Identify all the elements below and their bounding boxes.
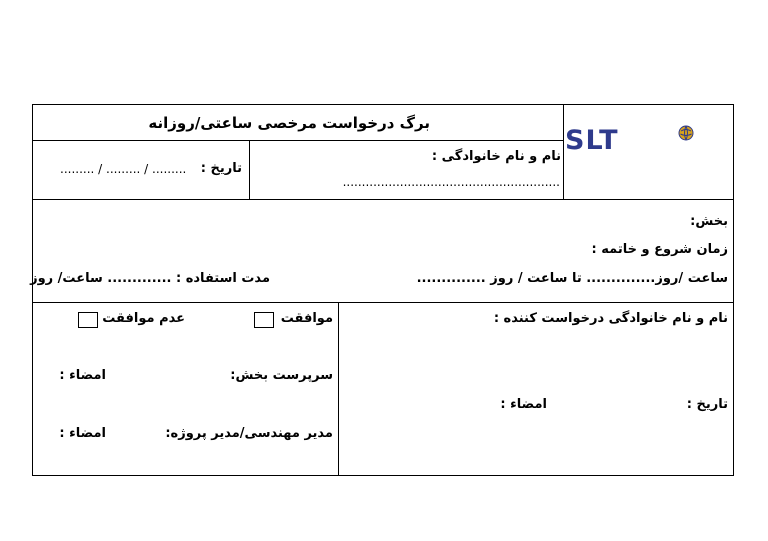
reject-label: عدم موافقت [102, 311, 185, 326]
supervisor-sign-label: امضاء : [59, 368, 106, 383]
requester-name-label: نام و نام خانوادگی درخواست کننده : [493, 311, 728, 326]
duration-field[interactable]: مدت استفاده : ............. ساعت/ روز [30, 271, 270, 286]
requester-sign-label: امضاء : [500, 397, 547, 412]
reject-checkbox[interactable] [78, 312, 98, 328]
header-bottom-line [32, 199, 734, 200]
approval-divider [338, 302, 339, 476]
header-logo-divider [563, 104, 564, 200]
form-title: برگ درخواست مرخصی ساعتی/روزانه [148, 114, 430, 132]
manager-sign-label: امضاء : [59, 426, 106, 441]
company-logo [565, 123, 675, 163]
details-bottom-line [32, 302, 734, 303]
date-placeholder[interactable]: ......... / ......... / ......... [60, 162, 187, 176]
logo-text: SLT [565, 125, 619, 156]
title-underline [32, 140, 563, 141]
supervisor-label: سرپرست بخش: [230, 368, 333, 383]
date-label: تاریخ : [200, 161, 242, 176]
globe-icon [678, 125, 694, 141]
approve-checkbox[interactable] [254, 312, 274, 328]
date-divider [249, 140, 250, 200]
name-line[interactable]: ......................................................... [342, 175, 560, 189]
time-range[interactable]: ساعت /روز.............. تا ساعت / روز .............. [416, 271, 728, 286]
manager-label: مدیر مهندسی/مدیر پروژه: [165, 426, 333, 441]
name-label: نام و نام خانوادگی : [431, 149, 561, 164]
requester-date-label: تاریخ : [686, 397, 728, 412]
start-end-label: زمان شروع و خاتمه : [591, 242, 728, 257]
section-label: بخش: [690, 214, 728, 229]
approve-label: موافقت [280, 311, 333, 326]
